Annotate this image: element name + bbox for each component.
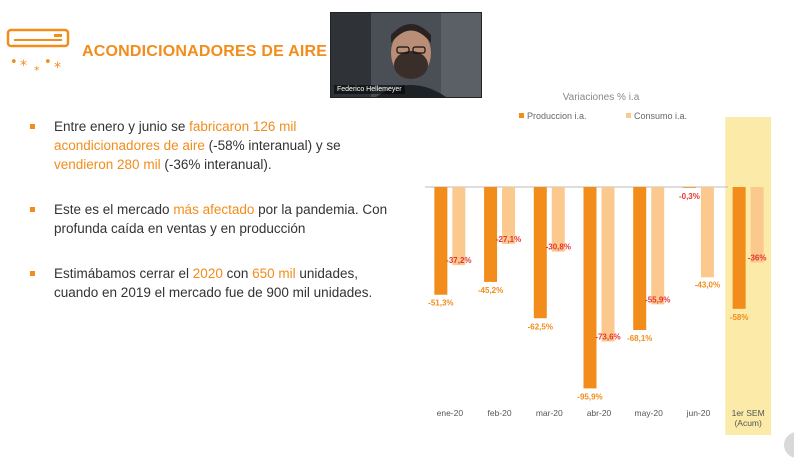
category-label: mar-20 [535, 408, 563, 418]
bar-produccion [534, 187, 547, 318]
bar-produccion [584, 187, 597, 388]
data-label: -43,0% [694, 280, 721, 290]
bar-consumo [751, 187, 764, 263]
bar-produccion [434, 187, 447, 295]
svg-text:*: * [34, 64, 40, 77]
data-label: -30,8% [545, 242, 571, 252]
bullet-highlight-text: 650 mil [252, 266, 296, 281]
bullet-text: (-58% interanual) y se [204, 138, 341, 153]
bullet-text: Este es el mercado [54, 202, 174, 217]
bullet-text: con [222, 266, 253, 281]
bullet-highlight-text: fabricaron 126 mil acondicionadores de aire [54, 119, 297, 153]
data-label: -51,3% [428, 298, 454, 308]
data-label: -36% [747, 253, 767, 263]
bar-produccion [633, 187, 646, 330]
participant-name: Federico Hellemeyer [334, 85, 405, 94]
data-label: -58% [729, 312, 749, 322]
svg-text:•: • [44, 55, 52, 70]
svg-text:*: * [20, 58, 27, 74]
legend-label: Consumo i.a. [634, 111, 688, 121]
category-label: (Acum) [734, 418, 762, 428]
category-label: may-20 [634, 408, 663, 418]
slide-title: ACONDICIONADORES DE AIRE [82, 43, 328, 60]
legend-swatch [626, 113, 631, 118]
bar-produccion [683, 187, 696, 188]
chart-title: Variaciones % i.a [562, 92, 640, 103]
data-label: -68,1% [627, 334, 653, 344]
bullet-highlight-text: 2020 [192, 266, 223, 281]
bullet-text: (-36% interanual). [160, 157, 272, 172]
data-label: -55,9% [645, 295, 671, 305]
legend-label: Produccion i.a. [527, 111, 587, 121]
highlight-column [725, 117, 771, 435]
data-label: -73,6% [595, 332, 621, 342]
data-label: -45,2% [477, 285, 504, 295]
bar-produccion [733, 187, 746, 309]
svg-text:*: * [54, 60, 61, 76]
bullet-highlight-text: vendieron 280 mil [54, 157, 161, 172]
category-label: 1er SEM [731, 408, 765, 418]
bullet-highlight-text: más afectado [173, 202, 255, 217]
legend-swatch [519, 113, 524, 118]
bar-consumo [651, 187, 664, 304]
bullet-text: por la pandemia. Con profunda caída en ventas y en producción [54, 202, 388, 236]
category-label: feb-20 [487, 408, 512, 418]
data-label: -27,1% [495, 234, 522, 244]
category-label: jun-20 [686, 408, 711, 418]
bullet-text: unidades, cuando en 2019 el mercado fue de 900 mil unidades. [54, 266, 373, 300]
data-label: -62,5% [527, 322, 553, 332]
data-label: -0,3% [678, 192, 700, 201]
bullet-text: Entre enero y junio se [54, 119, 190, 134]
category-label: ene-20 [436, 408, 464, 418]
bar-consumo [701, 187, 714, 277]
bar-consumo [452, 187, 465, 265]
category-label: abr-20 [586, 408, 612, 418]
svg-text:•: • [10, 55, 18, 70]
data-label: -37,2% [446, 256, 472, 266]
bar-consumo [602, 187, 615, 342]
data-label: -95,9% [577, 392, 603, 402]
bullet-text: Estimábamos cerrar el [54, 266, 193, 281]
